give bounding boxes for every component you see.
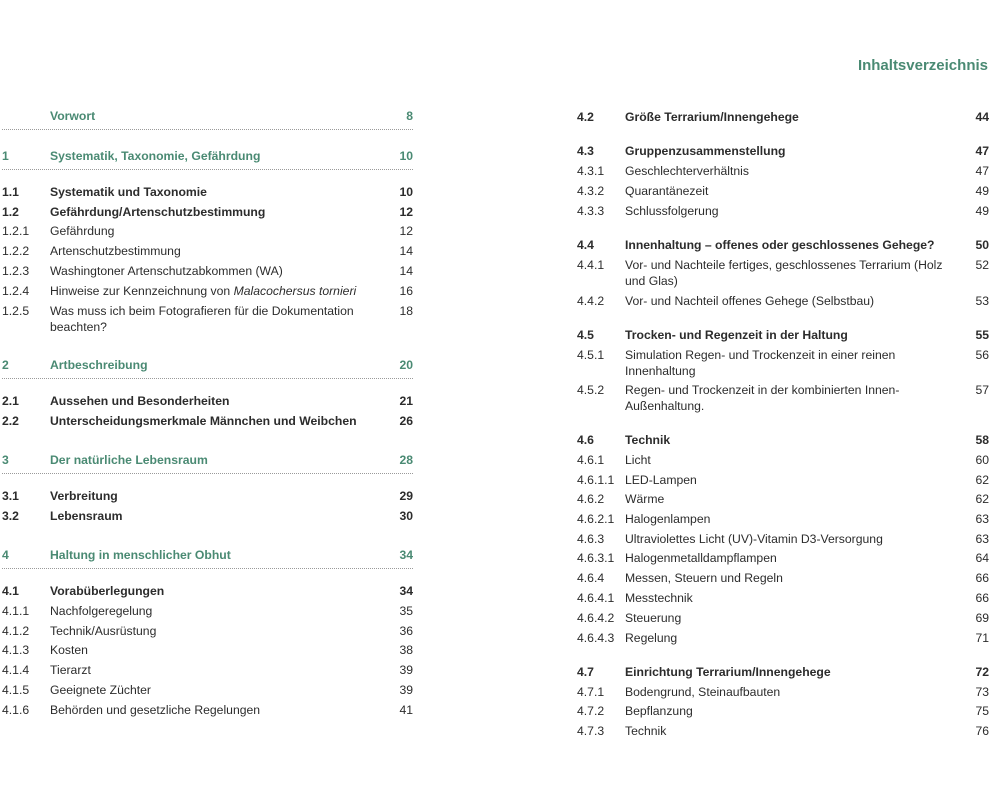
toc-entry-page: 57 <box>975 383 989 397</box>
toc-entry-title: Was muss ich beim Fotografieren für die Dokumentation beachten? <box>50 304 354 334</box>
toc-entry-page: 20 <box>399 358 413 372</box>
toc-entry-title: Messtechnik <box>625 591 693 605</box>
toc-entry-title: Quarantänezeit <box>625 184 709 198</box>
toc-entry <box>577 664 989 680</box>
toc-entry-number: 4.1.6 <box>2 703 30 717</box>
toc-entry-page: 60 <box>975 453 989 467</box>
toc-entry-number: 2.1 <box>2 394 19 408</box>
toc-entry-page: 50 <box>975 238 989 252</box>
toc-entry-number: 4 <box>2 548 9 562</box>
toc-entry-number: 1 <box>2 149 9 163</box>
toc-entry-page: 36 <box>399 624 413 638</box>
toc-entry-page: 49 <box>975 204 989 218</box>
toc-entry <box>2 413 413 429</box>
toc-entry <box>2 184 413 200</box>
toc-entry-title: Geeignete Züchter <box>50 683 151 697</box>
toc-entry-page: 8 <box>406 109 413 123</box>
toc-entry <box>2 508 413 524</box>
toc-entry <box>2 357 413 379</box>
toc-entry-title: Haltung in menschlicher Obhut <box>50 548 231 562</box>
toc-entry-number: 1.1 <box>2 185 19 199</box>
toc-entry-number: 4.6.1.1 <box>577 473 615 487</box>
toc-entry-title: Unterscheidungsmerkmale Männchen und Weibchen <box>50 414 357 428</box>
toc-entry-page: 14 <box>399 264 413 278</box>
toc-entry <box>2 702 413 718</box>
toc-entry-title: Trocken- und Regenzeit in der Haltung <box>625 328 848 342</box>
toc-entry-page: 47 <box>975 144 989 158</box>
toc-entry <box>2 452 413 474</box>
toc-entry-number: 1.2.3 <box>2 264 30 278</box>
toc-entry-page: 63 <box>975 512 989 526</box>
toc-entry-number: 4.7.1 <box>577 685 605 699</box>
toc-entry-title: Messen, Steuern und Regeln <box>625 571 783 585</box>
toc-entry-number: 4.6.3.1 <box>577 551 615 565</box>
toc-entry <box>2 642 413 658</box>
toc-entry <box>2 283 413 299</box>
toc-entry-title: Geschlechterverhältnis <box>625 164 749 178</box>
toc-entry-page: 34 <box>399 548 413 562</box>
toc-entry-page: 66 <box>975 571 989 585</box>
toc-entry-title: Regen- und Trockenzeit in der kombinierten Innen-Außenhaltung. <box>625 383 900 413</box>
toc-entry <box>577 684 989 700</box>
toc-entry <box>577 550 989 566</box>
toc-entry <box>577 570 989 586</box>
toc-entry <box>577 452 989 468</box>
toc-entry-title: Simulation Regen- und Trockenzeit in einer reinen Innenhaltung <box>625 348 896 378</box>
toc-entry <box>2 547 413 569</box>
toc-entry-number: 4.6.3 <box>577 532 605 546</box>
toc-entry <box>2 204 413 220</box>
toc-entry-page: 56 <box>975 348 989 362</box>
toc-entry <box>577 590 989 606</box>
toc-entry-title: Schlussfolgerung <box>625 204 719 218</box>
toc-entry-number: 1.2 <box>2 205 19 219</box>
toc-entry-page: 69 <box>975 611 989 625</box>
toc-entry-page: 62 <box>975 492 989 506</box>
toc-entry-number: 1.2.4 <box>2 284 30 298</box>
toc-entry-number: 4.5.2 <box>577 383 605 397</box>
toc-entry-title: Systematik und Taxonomie <box>50 185 207 199</box>
toc-entry-number: 4.5.1 <box>577 348 605 362</box>
toc-entry-title: Innenhaltung – offenes oder geschlossenes Gehege? <box>625 238 935 252</box>
toc-entry <box>577 327 989 343</box>
toc-entry-page: 39 <box>399 683 413 697</box>
toc-entry-page: 39 <box>399 663 413 677</box>
toc-entry-number: 3 <box>2 453 9 467</box>
toc-entry <box>2 148 413 170</box>
toc-entry <box>2 263 413 279</box>
toc-entry-title: Einrichtung Terrarium/Innengehege <box>625 665 831 679</box>
toc-entry-number: 4.1.2 <box>2 624 30 638</box>
toc-entry-title: Washingtoner Artenschutzabkommen (WA) <box>50 264 283 278</box>
toc-entry-title: Systematik, Taxonomie, Gefährdung <box>50 149 261 163</box>
toc-entry <box>2 488 413 504</box>
toc-entry-number: 2.2 <box>2 414 19 428</box>
toc-entry-page: 38 <box>399 643 413 657</box>
toc-entry <box>2 223 413 239</box>
toc-entry-title: Der natürliche Lebensraum <box>50 453 208 467</box>
toc-entry-title: Aussehen und Besonderheiten <box>50 394 230 408</box>
toc-entry-page: 34 <box>399 584 413 598</box>
toc-entry-page: 75 <box>975 704 989 718</box>
toc-entry-page: 58 <box>975 433 989 447</box>
toc-entry-number: 1.2.5 <box>2 304 30 318</box>
toc-entry-title: Technik <box>625 724 667 738</box>
toc-entry <box>577 531 989 547</box>
toc-entry-number: 4.3 <box>577 144 594 158</box>
toc-entry-title: Technik <box>625 433 671 447</box>
toc-entry-title: Halogenmetalldampflampen <box>625 551 777 565</box>
toc-entry <box>577 610 989 626</box>
toc-entry <box>577 703 989 719</box>
toc-entry-number: 4.4 <box>577 238 594 252</box>
toc-entry-page: 35 <box>399 604 413 618</box>
toc-entry-page: 26 <box>399 414 413 428</box>
toc-entry <box>577 163 989 179</box>
toc-entry-page: 76 <box>975 724 989 738</box>
toc-entry <box>577 293 989 309</box>
toc-entry-title: LED-Lampen <box>625 473 697 487</box>
toc-entry-page: 29 <box>399 489 413 503</box>
toc-entry-number: 1.2.1 <box>2 224 30 238</box>
toc-entry-page: 30 <box>399 509 413 523</box>
toc-entry <box>577 511 989 527</box>
toc-entry-title: Hinweise zur Kennzeichnung von Malacochersus tornieri <box>50 284 357 298</box>
toc-entry-title: Lebensraum <box>50 509 123 523</box>
toc-entry-page: 62 <box>975 473 989 487</box>
toc-entry <box>577 143 989 159</box>
toc-entry-page: 14 <box>399 244 413 258</box>
toc-entry <box>2 662 413 678</box>
toc-entry-title: Gefährdung <box>50 224 115 238</box>
toc-entry <box>2 583 413 599</box>
toc-entry-title: Gruppenzusammenstellung <box>625 144 786 158</box>
toc-entry-number: 4.7.3 <box>577 724 605 738</box>
toc-entry-page: 21 <box>399 394 413 408</box>
toc-entry-page: 44 <box>975 110 989 124</box>
toc-entry <box>577 257 989 289</box>
toc-entry-number: 4.1.3 <box>2 643 30 657</box>
toc-entry-page: 12 <box>399 224 413 238</box>
toc-entry <box>2 243 413 259</box>
toc-entry-number: 2 <box>2 358 9 372</box>
toc-entry-number: 4.3.1 <box>577 164 605 178</box>
toc-entry-title: Artenschutzbestimmung <box>50 244 181 258</box>
toc-entry-page: 41 <box>399 703 413 717</box>
toc-entry-title: Artbeschreibung <box>50 358 148 372</box>
toc-entry-number: 4.5 <box>577 328 594 342</box>
toc-entry-page: 16 <box>399 284 413 298</box>
toc-entry <box>2 108 413 130</box>
toc-entry-title: Kosten <box>50 643 88 657</box>
toc-entry <box>577 109 989 125</box>
toc-entry-title: Regelung <box>625 631 678 645</box>
toc-entry <box>2 603 413 619</box>
toc-entry <box>577 347 989 379</box>
toc-entry-number: 4.6 <box>577 433 594 447</box>
toc-entry-page: 12 <box>399 205 413 219</box>
toc-entry-page: 64 <box>975 551 989 565</box>
toc-entry <box>577 382 989 414</box>
toc-entry <box>577 472 989 488</box>
toc-entry-page: 10 <box>399 185 413 199</box>
toc-entry-number: 4.4.2 <box>577 294 605 308</box>
toc-entry-number: 3.2 <box>2 509 19 523</box>
toc-entry-page: 18 <box>399 304 413 318</box>
toc-entry-page: 71 <box>975 631 989 645</box>
toc-entry <box>577 630 989 646</box>
toc-entry-title: Vor- und Nachteil offenes Gehege (Selbstbau) <box>625 294 875 308</box>
toc-entry-number: 4.6.4.2 <box>577 611 615 625</box>
toc-entry-number: 4.1 <box>2 584 19 598</box>
toc-entry-number: 4.6.4 <box>577 571 605 585</box>
toc-entry-page: 63 <box>975 532 989 546</box>
toc-entry-number: 4.2 <box>577 110 594 124</box>
toc-entry-number: 4.6.4.1 <box>577 591 615 605</box>
toc-entry-title: Ultraviolettes Licht (UV)-Vitamin D3-Versorgung <box>625 532 883 546</box>
toc-entry-title: Gefährdung/Artenschutzbestimmung <box>50 205 266 219</box>
toc-entry-number: 4.3.3 <box>577 204 605 218</box>
toc-entry-title: Größe Terrarium/Innengehege <box>625 110 799 124</box>
toc-entry-number: 4.7 <box>577 665 594 679</box>
toc-entry-number: 1.2.2 <box>2 244 30 258</box>
toc-entry <box>2 682 413 698</box>
toc-entry-page: 47 <box>975 164 989 178</box>
toc-entry-page: 10 <box>399 149 413 163</box>
toc-entry <box>577 491 989 507</box>
page-title: Inhaltsverzeichnis <box>857 57 988 74</box>
toc-entry-title: Verbreitung <box>50 489 118 503</box>
toc-entry <box>577 203 989 219</box>
toc-entry-title: Wärme <box>625 492 665 506</box>
toc-entry-page: 72 <box>975 665 989 679</box>
toc-entry-number: 4.6.2.1 <box>577 512 615 526</box>
toc-entry <box>2 303 413 335</box>
toc-entry-page: 52 <box>975 258 989 272</box>
toc-entry-number: 4.7.2 <box>577 704 605 718</box>
toc-entry-title: Tierarzt <box>50 663 91 677</box>
toc-entry-title: Vor- und Nachteile fertiges, geschlossenes Terrarium (Holz und Glas) <box>625 258 943 288</box>
toc-entry-title: Steuerung <box>625 611 682 625</box>
toc-entry-number: 4.1.5 <box>2 683 30 697</box>
toc-entry-page: 73 <box>975 685 989 699</box>
toc-entry-page: 28 <box>399 453 413 467</box>
toc-entry-page: 53 <box>975 294 989 308</box>
toc-entry-number: 4.1.1 <box>2 604 30 618</box>
toc-entry-page: 49 <box>975 184 989 198</box>
toc-entry-number: 4.6.4.3 <box>577 631 615 645</box>
toc-entry-number: 4.3.2 <box>577 184 605 198</box>
toc-entry-page: 66 <box>975 591 989 605</box>
toc-entry-title: Vorabüberlegungen <box>50 584 165 598</box>
toc-entry <box>577 432 989 448</box>
toc-entry <box>577 237 989 253</box>
toc-entry-title: Behörden und gesetzliche Regelungen <box>50 703 261 717</box>
toc-entry-title: Bodengrund, Steinaufbauten <box>625 685 781 699</box>
toc-entry-title: Licht <box>625 453 651 467</box>
toc-entry-page: 55 <box>975 328 989 342</box>
toc-entry-title: Vorwort <box>50 109 96 123</box>
toc-entry-number: 4.1.4 <box>2 663 30 677</box>
toc-entry <box>577 723 989 739</box>
toc-entry-title: Halogenlampen <box>625 512 711 526</box>
toc-entry <box>577 183 989 199</box>
toc-entry-title: Nachfolgeregelung <box>50 604 153 618</box>
toc-entry-number: 4.4.1 <box>577 258 605 272</box>
toc-entry-number: 4.6.2 <box>577 492 605 506</box>
toc-entry-title: Technik/Ausrüstung <box>50 624 157 638</box>
toc-entry <box>2 623 413 639</box>
toc-entry-number: 4.6.1 <box>577 453 605 467</box>
toc-entry-number: 3.1 <box>2 489 19 503</box>
toc-entry <box>2 393 413 409</box>
toc-entry-title: Bepflanzung <box>625 704 693 718</box>
